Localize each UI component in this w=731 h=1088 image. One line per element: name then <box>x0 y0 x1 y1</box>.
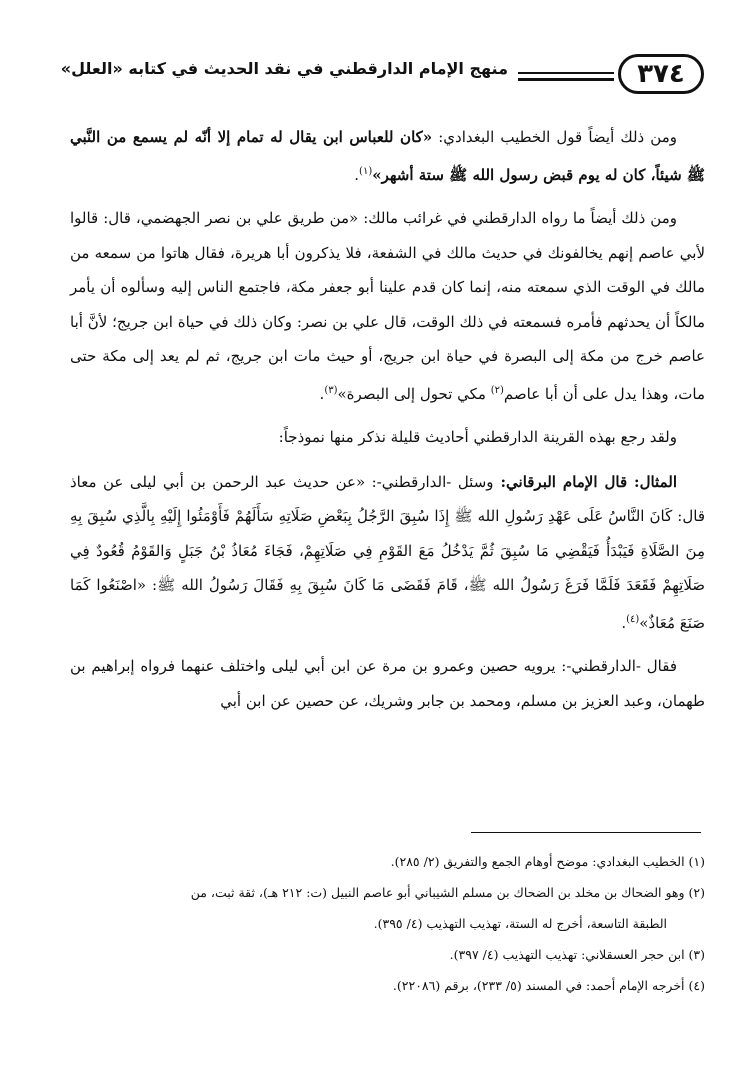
body-text <box>70 120 705 727</box>
paragraph <box>70 201 705 411</box>
footnote-continuation: الطبقة التاسعة، أخرج له الستة، تهذيب التهذيب (٤/ ٣٩٥). <box>373 916 667 931</box>
running-title: منهج الإمام الدارقطني في نقد الحديث في كتابه «العلل» <box>60 59 508 78</box>
paragraph <box>70 465 705 641</box>
sentence-end: . <box>319 384 325 403</box>
quote: «كان للعباس ابن يقال له تمام إلا أنّه لم يسمع من النَّبي ﷺ شيئاً، كان له يوم قبض رسول الله ﷺ ستة أشهر» <box>70 128 705 184</box>
footnote-ref: (٣) <box>324 384 338 396</box>
quote: وسئل -الدارقطني-: «عن حديث عبد الرحمن بن أبي ليلى عن معاذ قال: كَانَ النَّاسُ عَلَى عَهْدِ رَسُولِ الله ﷺ إِذَا سُبِقَ الرَّجُلُ بِبَعْضِ صَلَاتِهِ سَأَلَهُمْ فَأَوْمَئُوا إِلَيْهِ بِالَّذِي سُبِقَ بِهِ مِنَ الصَّلَاةِ فَيَبْدَأُ فَيَقْضِي مَا سُبِقَ ثُمَّ يَدْخُلُ مَعَ القَوْمِ فِي صَلَاتِهِمْ، فَجَاءَ مُعَاذُ بْنُ جَبَلٍ وَالقَوْمُ قُعُودٌ فِي صَلَاتِهِمْ فَقَعَدَ فَلَمَّا فَرَغَ رَسُولُ الله ﷺ، قَامَ فَقَضَى مَا كَانَ سُبِقَ بِهِ فَقَالَ رَسُولُ الله ﷺ: «اصْنَعُوا كَمَا صَنَعَ مُعَاذٌ» <box>70 472 705 632</box>
footnote: (٤) أخرجه الإمام أحمد: في المسند (٥/ ٢٣٣)، برقم (٢٢٠٨٦). <box>392 978 705 993</box>
paragraph <box>70 649 705 718</box>
paragraph <box>70 120 705 192</box>
paragraph-text: فقال -الدارقطني-: يرويه حصين وعمرو بن مرة عن ابن أبي ليلى واختلف عنهما فرواه إبراهيم بن طهمان، وعبد العزيز بن مسلم، ومحمد بن جابر وشريك، عن حصين عن ابن أبي <box>70 657 705 710</box>
example-label: المثال: قال الإمام البرقاني: <box>493 472 677 491</box>
footnote: (١) الخطيب البغدادي: موضح أوهام الجمع والتفريق (٢/ ٢٨٥). <box>390 854 705 869</box>
footnotes <box>40 846 705 1001</box>
sentence-end: . <box>621 613 627 632</box>
paragraph-intro: ومن ذلك أيضاً قول الخطيب البغدادي: <box>432 128 677 146</box>
header-rule <box>518 78 614 81</box>
sentence-end: . <box>354 165 360 184</box>
footnote: (٢) وهو الضحاك بن مخلد بن الضحاك بن مسلم الشيباني أبو عاصم النبيل (ت: ٢١٢ هـ)، ثقة ثبت، من <box>190 885 705 900</box>
footnote-separator <box>471 832 701 833</box>
footnote-ref: (١) <box>359 165 373 177</box>
footnote-ref: (٤) <box>626 613 640 625</box>
quote: «من طريق علي بن نصر الجهضمي، قال: قالوا لأبي عاصم إنهم يخالفونك في حديث مالك في الشفعة، فلا يذكرون أبا هريرة، فقال هاتوا من سمعه من مالك في الوقت الذي سمعته منه، إنما كان قدم علينا أبو جعفر مكة، فاجتمع الناس إليه وسألوه أن يأمر مالكاً أن يحدثهم فأمره فسمعته في ذلك الوقت، قال علي بن نصر: وكان ذلك في حياة ابن جريج؛ لأنَّ أبا عاصم خرج من مكة إلى البصرة في حياة ابن جريج، أو حيث مات ابن جريج، ثم لم يعد إلى مكة حتى مات، وهذا يدل على أن أبا عاصم <box>70 209 705 403</box>
paragraph-text: ولقد رجع بهذه القرينة الدارقطني أحاديث قليلة نذكر منها نموذجاً: <box>278 428 677 446</box>
page-header <box>28 52 704 104</box>
footnote-ref: (٢) <box>490 384 504 396</box>
page-number: ٣٧٤ <box>618 54 704 94</box>
footnote: (٣) ابن حجر العسقلاني: تهذيب التهذيب (٤/ ٣٩٧). <box>449 947 705 962</box>
header-rule <box>518 72 614 74</box>
paragraph <box>70 420 705 455</box>
paragraph-intro: ومن ذلك أيضاً ما رواه الدارقطني في غرائب مالك: <box>358 209 677 227</box>
quote-end: مكي تحول إلى البصرة» <box>337 384 491 403</box>
